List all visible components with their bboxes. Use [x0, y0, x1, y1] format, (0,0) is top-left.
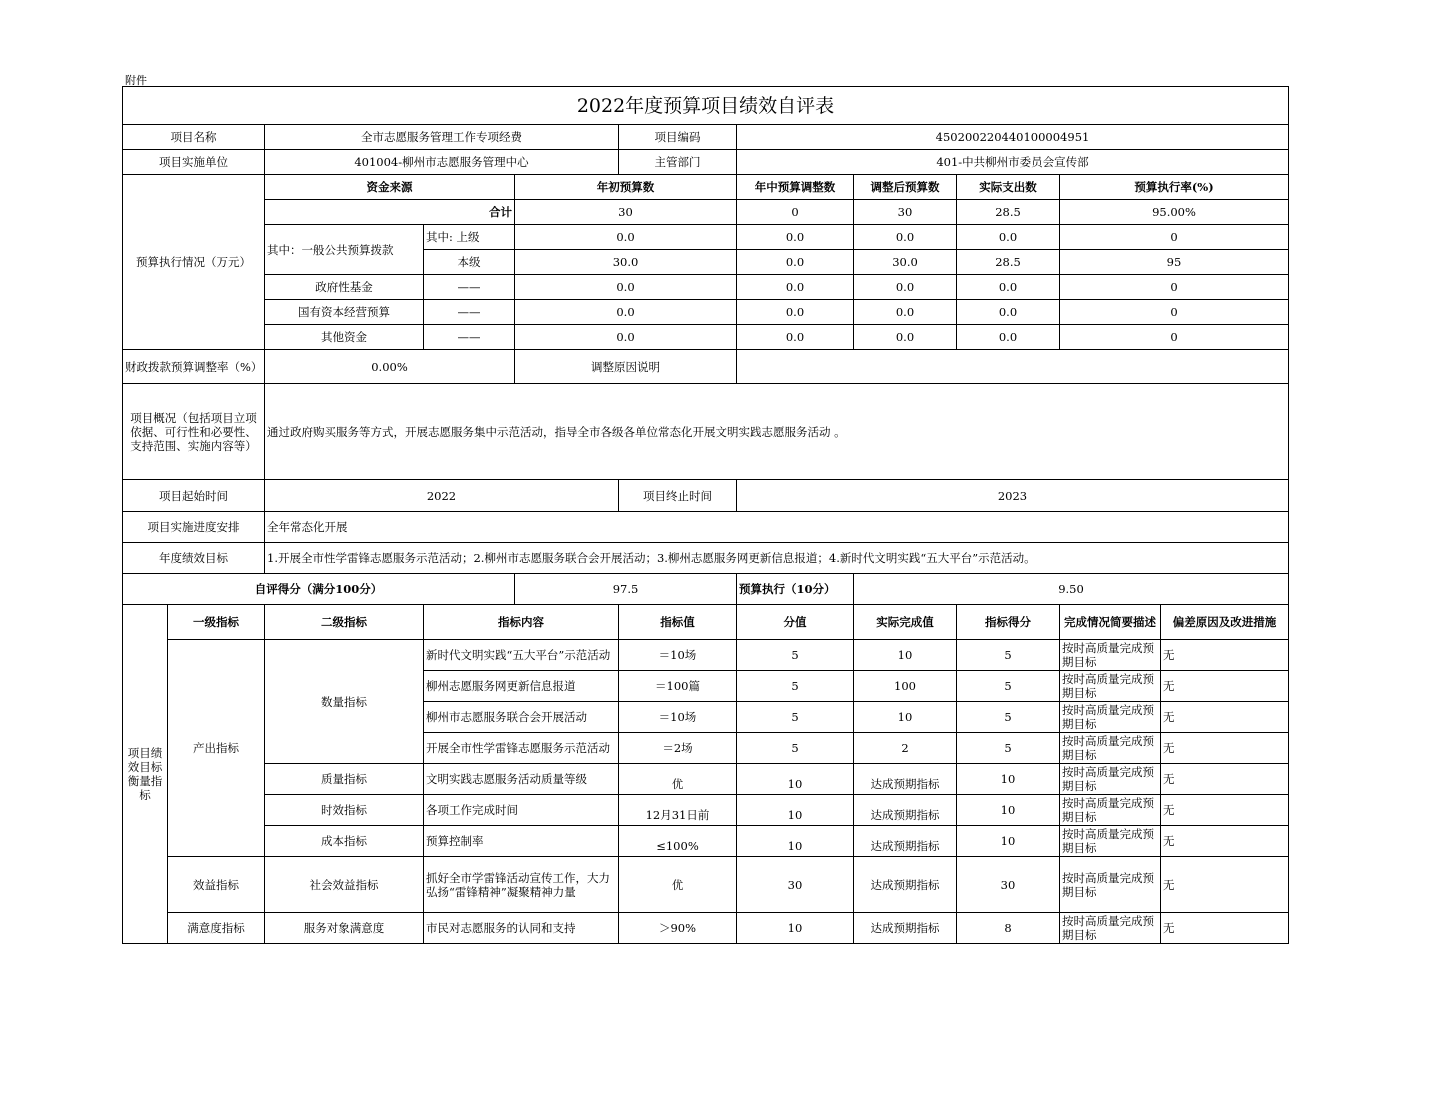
- budget-cell: 0: [1060, 300, 1289, 325]
- project-code-label: 项目编码: [619, 125, 737, 150]
- supervising-dept-label: 主管部门: [619, 150, 737, 175]
- indicator-got: 5: [957, 733, 1060, 764]
- budget-section-label: 预算执行情况（万元）: [123, 175, 265, 350]
- indicator-value: ＝2场: [619, 733, 737, 764]
- indicator-value: ＝100篇: [619, 671, 737, 702]
- indicator-content: 开展全市性学雷锋志愿服务示范活动: [424, 733, 619, 764]
- indicator-reason: 无: [1161, 671, 1289, 702]
- adjust-reason-value: [737, 350, 1289, 384]
- indicator-got: 10: [957, 764, 1060, 795]
- gov-fund-label: 政府性基金: [265, 275, 424, 300]
- budget-row-gov-fund: [123, 275, 1289, 300]
- indicator-got: 5: [957, 640, 1060, 671]
- budget-cell: 0.0: [737, 300, 854, 325]
- service-satisfaction-indicator-label: 服务对象满意度: [265, 913, 424, 944]
- indicator-desc: 按时高质量完成预期目标: [1060, 826, 1161, 857]
- budget-row-upper: [123, 225, 1289, 250]
- indicator-got: 10: [957, 795, 1060, 826]
- indicator-score: 10: [737, 826, 854, 857]
- budget-cell: 0.0: [515, 300, 737, 325]
- budget-row-total: [123, 200, 1289, 225]
- performance-self-evaluation-table: [122, 86, 1289, 944]
- indicator-desc: 按时高质量完成预期目标: [1060, 640, 1161, 671]
- schedule-text: 全年常态化开展: [265, 512, 1289, 543]
- budget-cell: 0.0: [737, 250, 854, 275]
- budget-row-state-capital: [123, 300, 1289, 325]
- indicator-content: 各项工作完成时间: [424, 795, 619, 826]
- social-benefit-indicator-label: 社会效益指标: [265, 857, 424, 913]
- indicators-side-label: 项目绩效目标衡量指标: [123, 605, 168, 944]
- budget-cell: 30.0: [854, 250, 957, 275]
- indicator-got: 30: [957, 857, 1060, 913]
- implementing-unit-value: 401004-柳州市志愿服务管理中心: [265, 150, 619, 175]
- budget-cell: 0.0: [957, 325, 1060, 350]
- end-time-value: 2023: [737, 480, 1289, 512]
- budget-cell: 0.0: [854, 325, 957, 350]
- indicator-value: 优: [619, 857, 737, 913]
- budget-cell: 0: [1060, 275, 1289, 300]
- indicator-row: [123, 826, 1289, 857]
- satisfaction-indicator-label: 满意度指标: [168, 913, 265, 944]
- end-time-label: 项目终止时间: [619, 480, 737, 512]
- indicator-actual: 达成预期指标: [854, 795, 957, 826]
- exec-score-value: 9.50: [854, 574, 1289, 605]
- budget-header-midyear: 年中预算调整数: [737, 175, 854, 200]
- indicator-desc: 按时高质量完成预期目标: [1060, 795, 1161, 826]
- start-time-value: 2022: [265, 480, 619, 512]
- overview-label: 项目概况（包括项目立项依据、可行性和必要性、支持范围、实施内容等）: [123, 384, 265, 480]
- indicator-reason: 无: [1161, 640, 1289, 671]
- ind-header-got: 指标得分: [957, 605, 1060, 640]
- budget-cell: 30.0: [515, 250, 737, 275]
- indicator-score: 10: [737, 795, 854, 826]
- indicator-score: 5: [737, 733, 854, 764]
- dash-cell: ——: [424, 275, 515, 300]
- indicator-reason: 无: [1161, 795, 1289, 826]
- cost-indicator-label: 成本指标: [265, 826, 424, 857]
- indicator-actual: 达成预期指标: [854, 857, 957, 913]
- supervising-dept-value: 401-中共柳州市委员会宣传部: [737, 150, 1289, 175]
- schedule-label: 项目实施进度安排: [123, 512, 265, 543]
- budget-cell: 0.0: [515, 225, 737, 250]
- indicator-actual: 2: [854, 733, 957, 764]
- indicator-got: 8: [957, 913, 1060, 944]
- budget-cell: 95: [1060, 250, 1289, 275]
- indicator-reason: 无: [1161, 857, 1289, 913]
- budget-cell: 0: [1060, 225, 1289, 250]
- indicator-value: ＝10场: [619, 702, 737, 733]
- indicator-value: ＞90%: [619, 913, 737, 944]
- indicator-content: 柳州志愿服务网更新信息报道: [424, 671, 619, 702]
- ind-header-value: 指标值: [619, 605, 737, 640]
- indicator-actual: 100: [854, 671, 957, 702]
- indicator-content: 新时代文明实践“五大平台”示范活动: [424, 640, 619, 671]
- indicator-got: 10: [957, 826, 1060, 857]
- quality-indicator-label: 质量指标: [265, 764, 424, 795]
- budget-cell: 0.0: [515, 325, 737, 350]
- budget-header-adjusted: 调整后预算数: [854, 175, 957, 200]
- indicator-got: 5: [957, 702, 1060, 733]
- budget-cell: 0.0: [957, 225, 1060, 250]
- indicator-score: 10: [737, 913, 854, 944]
- indicator-value: 优: [619, 764, 737, 795]
- indicator-value: ＝10场: [619, 640, 737, 671]
- budget-cell: 0.0: [737, 225, 854, 250]
- budget-cell: 0: [1060, 325, 1289, 350]
- annual-goal-label: 年度绩效目标: [123, 543, 265, 574]
- indicator-value: ≤100%: [619, 826, 737, 857]
- implementing-unit-label: 项目实施单位: [123, 150, 265, 175]
- budget-row-other: [123, 325, 1289, 350]
- budget-header-source: 资金来源: [265, 175, 515, 200]
- budget-header-rate: 预算执行率(%): [1060, 175, 1289, 200]
- budget-upper-label: 其中: 上级: [424, 225, 515, 250]
- indicator-desc: 按时高质量完成预期目标: [1060, 857, 1161, 913]
- indicator-content: 预算控制率: [424, 826, 619, 857]
- indicator-reason: 无: [1161, 826, 1289, 857]
- ind-header-score: 分值: [737, 605, 854, 640]
- ind-header-desc: 完成情况简要描述: [1060, 605, 1161, 640]
- benefit-indicator-label: 效益指标: [168, 857, 265, 913]
- budget-total-label: 合计: [265, 200, 515, 225]
- budget-cell: 0.0: [737, 275, 854, 300]
- overview-text: 通过政府购买服务等方式，开展志愿服务集中示范活动，指导全市各级各单位常态化开展文明实践志愿服务活动 。: [265, 384, 1289, 480]
- ind-header-lvl2: 二级指标: [265, 605, 424, 640]
- exec-score-label: 预算执行（10分）: [737, 574, 854, 605]
- indicator-reason: 无: [1161, 702, 1289, 733]
- indicator-actual: 10: [854, 702, 957, 733]
- budget-cell: 0.0: [957, 300, 1060, 325]
- other-fund-label: 其他资金: [265, 325, 424, 350]
- indicator-desc: 按时高质量完成预期目标: [1060, 702, 1161, 733]
- budget-header-actual: 实际支出数: [957, 175, 1060, 200]
- indicator-score: 30: [737, 857, 854, 913]
- indicator-content: 文明实践志愿服务活动质量等级: [424, 764, 619, 795]
- budget-header-initial: 年初预算数: [515, 175, 737, 200]
- budget-cell: 0.0: [854, 225, 957, 250]
- indicator-value: 12月31日前: [619, 795, 737, 826]
- page-title: 2022年度预算项目绩效自评表: [123, 87, 1289, 125]
- dash-cell: ——: [424, 325, 515, 350]
- time-indicator-label: 时效指标: [265, 795, 424, 826]
- indicator-actual: 达成预期指标: [854, 826, 957, 857]
- budget-cell: 0.0: [957, 275, 1060, 300]
- quantity-indicator-label: 数量指标: [265, 640, 424, 764]
- indicator-content: 市民对志愿服务的认同和支持: [424, 913, 619, 944]
- indicator-reason: 无: [1161, 913, 1289, 944]
- ind-header-reason: 偏差原因及改进措施: [1161, 605, 1289, 640]
- annual-goal-text: 1.开展全市性学雷锋志愿服务示范活动；2.柳州市志愿服务联合会开展活动；3.柳州志愿服务网更新信息报道；4.新时代文明实践“五大平台”示范活动。: [265, 543, 1289, 574]
- budget-cell: 28.5: [957, 200, 1060, 225]
- indicator-content: 柳州市志愿服务联合会开展活动: [424, 702, 619, 733]
- ind-header-lvl1: 一级指标: [168, 605, 265, 640]
- indicator-reason: 无: [1161, 733, 1289, 764]
- indicator-score: 5: [737, 640, 854, 671]
- indicator-score: 5: [737, 702, 854, 733]
- budget-local-label: 本级: [424, 250, 515, 275]
- indicator-actual: 达成预期指标: [854, 913, 957, 944]
- general-budget-label: 其中：一般公共预算拨款: [265, 225, 424, 275]
- attachment-label: 附件: [125, 74, 147, 87]
- start-time-label: 项目起始时间: [123, 480, 265, 512]
- budget-cell: 0.0: [854, 300, 957, 325]
- self-score-value: 97.5: [515, 574, 737, 605]
- budget-cell: 30: [854, 200, 957, 225]
- indicator-reason: 无: [1161, 764, 1289, 795]
- adjust-reason-label: 调整原因说明: [515, 350, 737, 384]
- budget-cell: 0: [737, 200, 854, 225]
- state-capital-label: 国有资本经营预算: [265, 300, 424, 325]
- indicator-row: [123, 640, 1289, 671]
- indicator-desc: 按时高质量完成预期目标: [1060, 671, 1161, 702]
- budget-cell: 30: [515, 200, 737, 225]
- indicator-desc: 按时高质量完成预期目标: [1060, 764, 1161, 795]
- indicator-content: 抓好全市学雷锋活动宣传工作，大力弘扬“雷锋精神”凝聚精神力量: [424, 857, 619, 913]
- project-code-value: 450200220440100004951: [737, 125, 1289, 150]
- output-indicator-label: 产出指标: [168, 640, 265, 857]
- indicator-row: [123, 795, 1289, 826]
- indicator-actual: 10: [854, 640, 957, 671]
- indicator-desc: 按时高质量完成预期目标: [1060, 733, 1161, 764]
- self-score-label: 自评得分（满分100分）: [123, 574, 515, 605]
- project-name-label: 项目名称: [123, 125, 265, 150]
- indicator-score: 5: [737, 671, 854, 702]
- indicator-actual: 达成预期指标: [854, 764, 957, 795]
- project-name-value: 全市志愿服务管理工作专项经费: [265, 125, 619, 150]
- indicator-desc: 按时高质量完成预期目标: [1060, 913, 1161, 944]
- ind-header-actual: 实际完成值: [854, 605, 957, 640]
- adjust-rate-label: 财政拨款预算调整率（%）: [123, 350, 265, 384]
- indicator-row: [123, 913, 1289, 944]
- indicator-score: 10: [737, 764, 854, 795]
- budget-cell: 28.5: [957, 250, 1060, 275]
- adjust-rate-value: 0.00%: [265, 350, 515, 384]
- indicator-got: 5: [957, 671, 1060, 702]
- indicator-row: [123, 857, 1289, 913]
- budget-cell: 0.0: [515, 275, 737, 300]
- ind-header-content: 指标内容: [424, 605, 619, 640]
- budget-cell: 0.0: [737, 325, 854, 350]
- dash-cell: ——: [424, 300, 515, 325]
- budget-cell: 95.00%: [1060, 200, 1289, 225]
- indicator-row: [123, 764, 1289, 795]
- budget-cell: 0.0: [854, 275, 957, 300]
